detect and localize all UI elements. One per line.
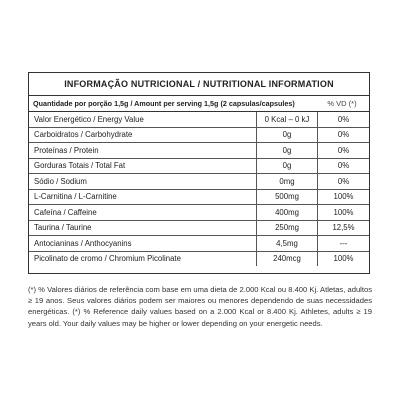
nutrient-daily-value: 0% <box>318 174 370 190</box>
nutrient-amount: 0 Kcal – 0 kJ <box>257 112 318 127</box>
table-row <box>29 127 369 143</box>
nutrient-amount: 4,5mg <box>257 236 318 252</box>
table-row <box>29 158 369 174</box>
nutrient-amount: 0g <box>257 158 318 174</box>
daily-values-footnote <box>28 284 372 329</box>
table-row <box>29 205 369 221</box>
nutrient-name: Picolinato de cromo / Chromium Picolinate <box>29 251 257 266</box>
nutrient-name: L-Carnitina / L-Carnitine <box>29 189 257 205</box>
nutrient-name: Valor Energético / Energy Value <box>29 112 257 127</box>
serving-size-label: Quantidade por porção 1,5g / Amount per serving 1,5g (2 capsulas/capsules) <box>33 99 295 108</box>
nutrient-amount: 250mg <box>257 220 318 236</box>
nutrient-amount: 0mg <box>257 174 318 190</box>
nutrient-daily-value: 100% <box>333 254 354 264</box>
serving-header-row <box>29 95 369 112</box>
nutrient-name: Antocianinas / Anthocyanins <box>29 236 257 252</box>
table-row <box>29 112 369 127</box>
footnote-text: (*) % Valores diários de referência com base em uma dieta de 2.000 Kcal ou 8.400 Kj. Atletas, adultos ≥ 19 anos. Seus valores diários podem ser maiores ou menores dependendo de suas necessidades energéticas. (*) % Reference daily values based on a 2.000 Kcal or 8.400 Kj. Athletes, adults ≥ 19 years old. Your daily values may be higher or lower depending on your energetic needs. <box>28 285 372 328</box>
nutrient-daily-value: 0% <box>318 158 370 174</box>
daily-value-header: % VD (*) <box>327 99 357 108</box>
nutrient-amount: 240mcg <box>257 251 318 266</box>
nutrient-daily-value: 0% <box>318 127 370 143</box>
table-row <box>29 220 369 236</box>
nutrient-daily-value: 0% <box>318 143 370 159</box>
nutrient-name: Gorduras Totais / Total Fat <box>29 158 257 174</box>
nutrient-daily-value: 0% <box>318 112 370 127</box>
nutrient-amount: 500mg <box>257 189 318 205</box>
nutrient-amount: 0g <box>257 143 318 159</box>
nutrient-daily-value: 100% <box>318 205 370 221</box>
nutrition-facts-panel <box>28 72 370 274</box>
table-row <box>29 236 369 252</box>
nutrients-table <box>29 112 369 266</box>
nutrient-name: Taurina / Taurine <box>29 220 257 236</box>
table-row <box>29 251 369 266</box>
table-row <box>29 189 369 205</box>
nutrient-daily-value: 100% <box>318 189 370 205</box>
table-row <box>29 143 369 159</box>
nutrient-amount: 400mg <box>257 205 318 221</box>
nutrient-amount: 0g <box>257 127 318 143</box>
panel-title: INFORMAÇÃO NUTRICIONAL / NUTRITIONAL INFORMATION <box>64 79 334 89</box>
nutrient-daily-value: 12,5% <box>318 220 370 236</box>
nutrient-name: Proteínas / Protein <box>29 143 257 159</box>
nutrient-daily-value: --- <box>318 236 370 252</box>
table-row <box>29 174 369 190</box>
nutrient-name: Carboidratos / Carbohydrate <box>29 127 257 143</box>
nutrient-name: Sódio / Sodium <box>29 174 257 190</box>
nutrient-name: Cafeína / Caffeine <box>29 205 257 221</box>
